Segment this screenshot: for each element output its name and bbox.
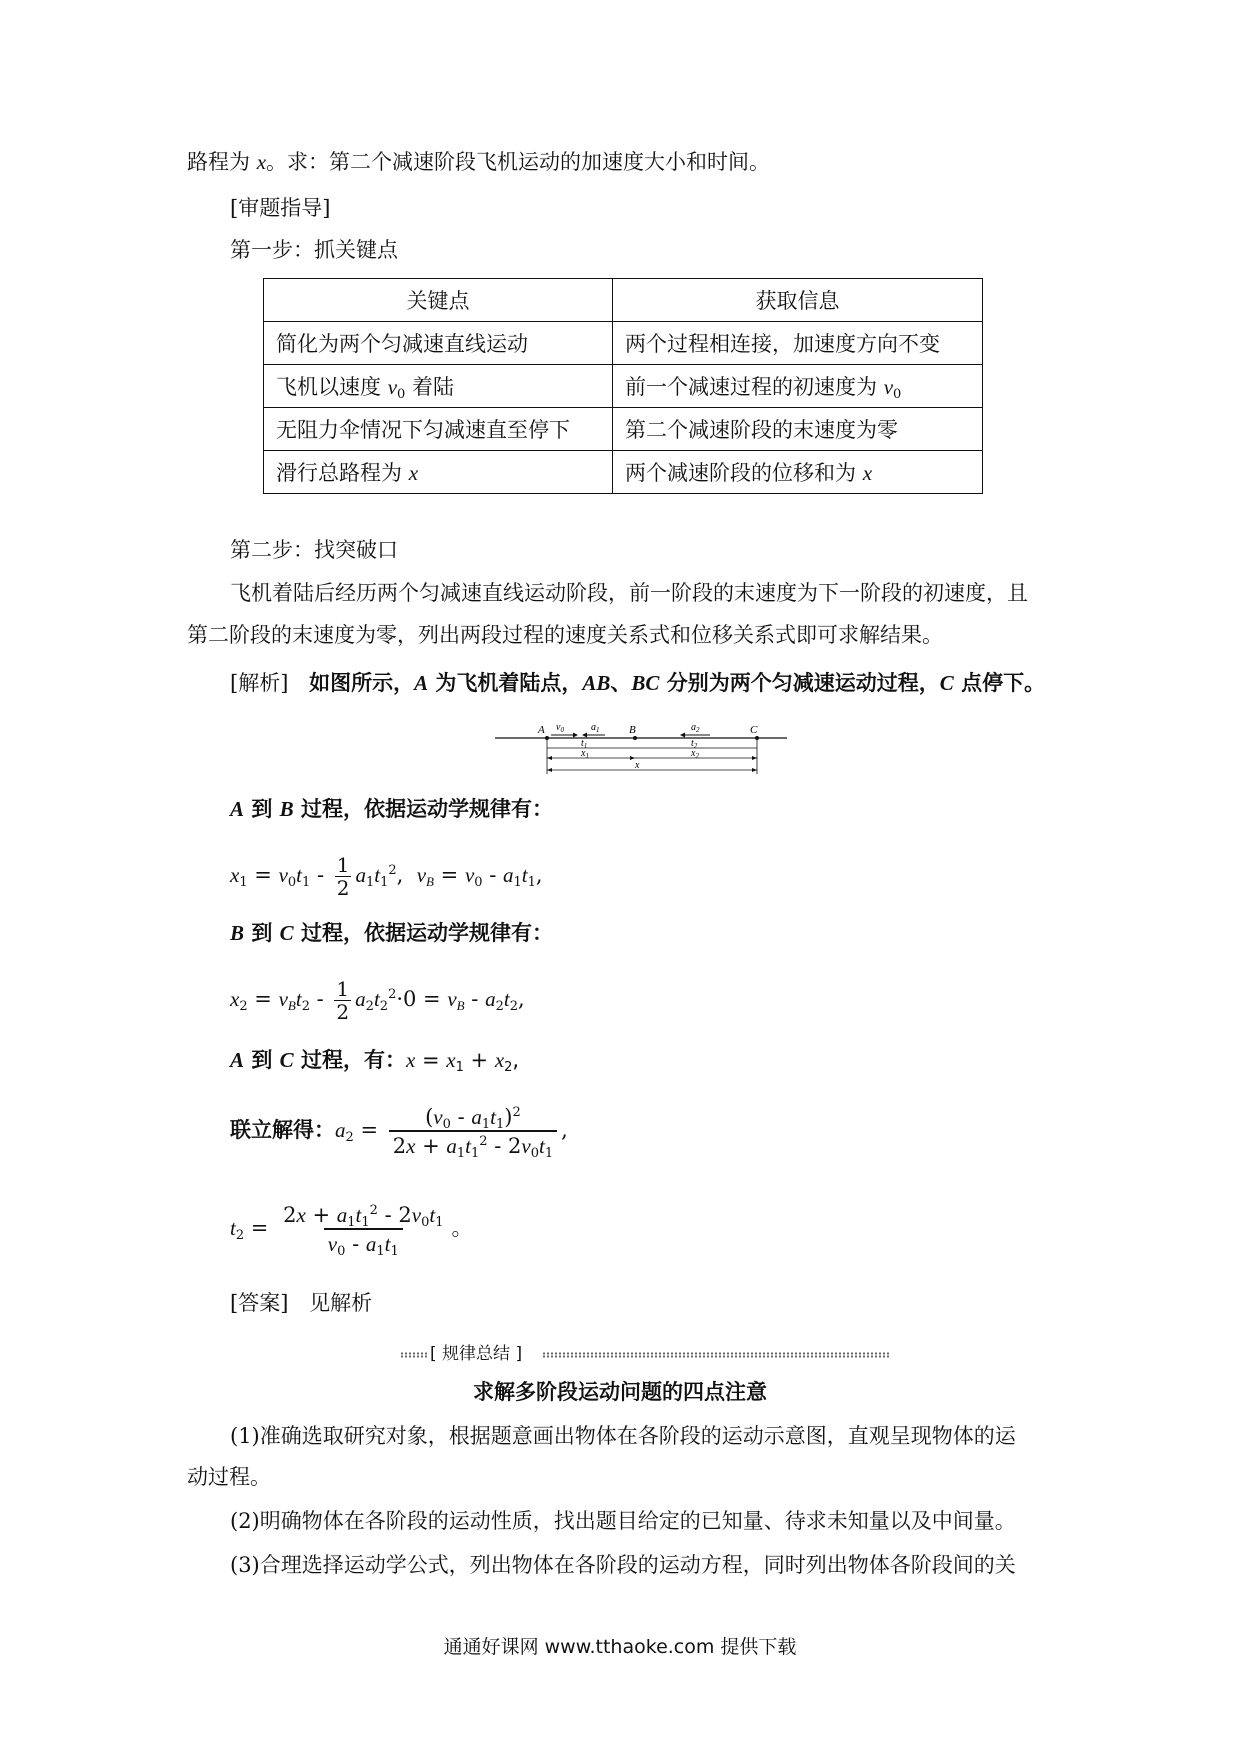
a2-fraction: $\frac{(v_0 - a_1t_1)^2}{2x + a_1t_1^2 - 2v_0t_1}$ — [389, 1104, 557, 1160]
v0-label: $v_0$ — [556, 722, 564, 734]
x-total-label: x — [635, 760, 640, 771]
table-cell: 前一个减速过程的初速度为 $v_0$ — [613, 365, 983, 408]
rule1-line1: (1)准确选取研究对象，根据题意画出物体在各阶段的运动示意图，直观呈现物体的运 — [230, 1424, 1016, 1448]
rule1-line2: 动过程。 — [187, 1465, 271, 1489]
table-cell: 第二个减速阶段的末速度为零 — [613, 408, 983, 451]
step2-line2: 第二阶段的末速度为零，列出两段过程的速度关系式和位移关系式即可求解结果。 — [187, 623, 943, 647]
half-fraction: $\frac{1}{2}$ — [336, 977, 350, 1024]
rule-header-label: [ 规律总结 ] — [430, 1344, 523, 1364]
key-points-table — [263, 278, 983, 494]
x2-label: $x_2$ — [691, 748, 699, 760]
table-cell: 两个过程相连接，加速度方向不变 — [613, 322, 983, 365]
bc-process: B 到 C 过程，依据运动学规律有： — [230, 921, 553, 945]
answer-line — [230, 1288, 372, 1318]
equation-2: $x_2 = v_Bt_2$ - $\frac{1}{2}$ $a_2t_2^2\cdot 0 = v_B - a_2t_2$, — [230, 977, 525, 1024]
table-header: 关键点 — [264, 279, 613, 322]
table-cell: 滑行总路程为 x — [264, 451, 613, 494]
table-header: 获取信息 — [613, 279, 983, 322]
rule-title: 求解多阶段运动问题的四点注意 — [473, 1380, 767, 1404]
answer-label: [答案] — [230, 1291, 289, 1315]
table-row — [264, 322, 983, 365]
table-row — [264, 408, 983, 451]
answer-text: 见解析 — [309, 1291, 373, 1315]
table-header-row — [264, 279, 983, 322]
ab-process: A 到 B 过程，依据运动学规律有： — [230, 797, 553, 821]
analysis-label: [解析] — [230, 671, 289, 695]
table-cell: 两个减速阶段的位移和为 x — [613, 451, 983, 494]
rule2: (2)明确物体在各阶段的运动性质，找出题目给定的已知量、待求未知量以及中间量。 — [230, 1509, 1016, 1533]
equation-t2: $t_2$ = $\frac{2x + a_1t_1^2 - 2v_0t_1}{v_0 - a_1t_1}$ 。 — [230, 1202, 473, 1259]
table-row — [264, 365, 983, 408]
intro-line: 路程为 x。求：第二个减速阶段飞机运动的加速度大小和时间。 — [187, 150, 771, 174]
t1-label: $t_1$ — [581, 738, 588, 750]
a1-label: $a_1$ — [591, 722, 600, 734]
step1-title: 第一步：抓关键点 — [230, 238, 398, 262]
half-fraction: $\frac{1}{2}$ — [336, 853, 350, 900]
guide-label: [审题指导] — [230, 196, 331, 220]
table-cell: 简化为两个匀减速直线运动 — [264, 322, 613, 365]
rule-summary-header — [400, 1343, 890, 1365]
dotted-divider-left — [400, 1352, 428, 1358]
point-c-label: C — [750, 724, 758, 736]
rule3: (3)合理选择运动学公式，列出物体在各阶段的运动方程，同时列出物体各阶段间的关 — [230, 1553, 1016, 1577]
ac-process: A 到 C 过程，有：$x = x_1 + x_2$, — [230, 1048, 520, 1075]
equation-a2: 联立解得：$a_2$ = $\frac{(v_0 - a_1t_1)^2}{2x + a_1t_1^2 - 2v_0t_1}$ , — [230, 1104, 568, 1161]
solve-label: 联立解得： — [230, 1118, 335, 1142]
step2-title: 第二步：找突破口 — [230, 538, 398, 562]
table-cell: 无阻力伞情况下匀减速直至停下 — [264, 408, 613, 451]
dotted-divider-right — [542, 1352, 890, 1358]
page-footer: 通通好课网 www.tthaoke.com 提供下载 — [443, 1636, 797, 1658]
motion-diagram — [495, 718, 790, 776]
step2-line1: 飞机着陆后经历两个匀减速直线运动阶段，前一阶段的末速度为下一阶段的初速度，且 — [230, 581, 1028, 605]
equation-1: $x_1 = v_0t_1$ - $\frac{1}{2}$ $a_1t_1^2$, $v_B = v_0 - a_1t_1$, — [230, 853, 543, 900]
point-b-label: B — [629, 724, 636, 736]
a2-label: $a_2$ — [691, 722, 700, 734]
x1-label: $x_1$ — [581, 748, 589, 760]
point-a-label: A — [538, 724, 545, 736]
t2-label: $t_2$ — [691, 738, 698, 750]
analysis-line: [解析] 如图所示，A 为飞机着陆点，AB、BC 分别为两个匀减速运动过程，C 点停下。 — [230, 671, 1046, 695]
t2-fraction: $\frac{2x + a_1t_1^2 - 2v_0t_1}{v_0 - a_1t_1}$ — [283, 1202, 444, 1259]
table-cell: 飞机以速度 $v_0$ 着陆 — [264, 365, 613, 408]
table-row — [264, 451, 983, 494]
